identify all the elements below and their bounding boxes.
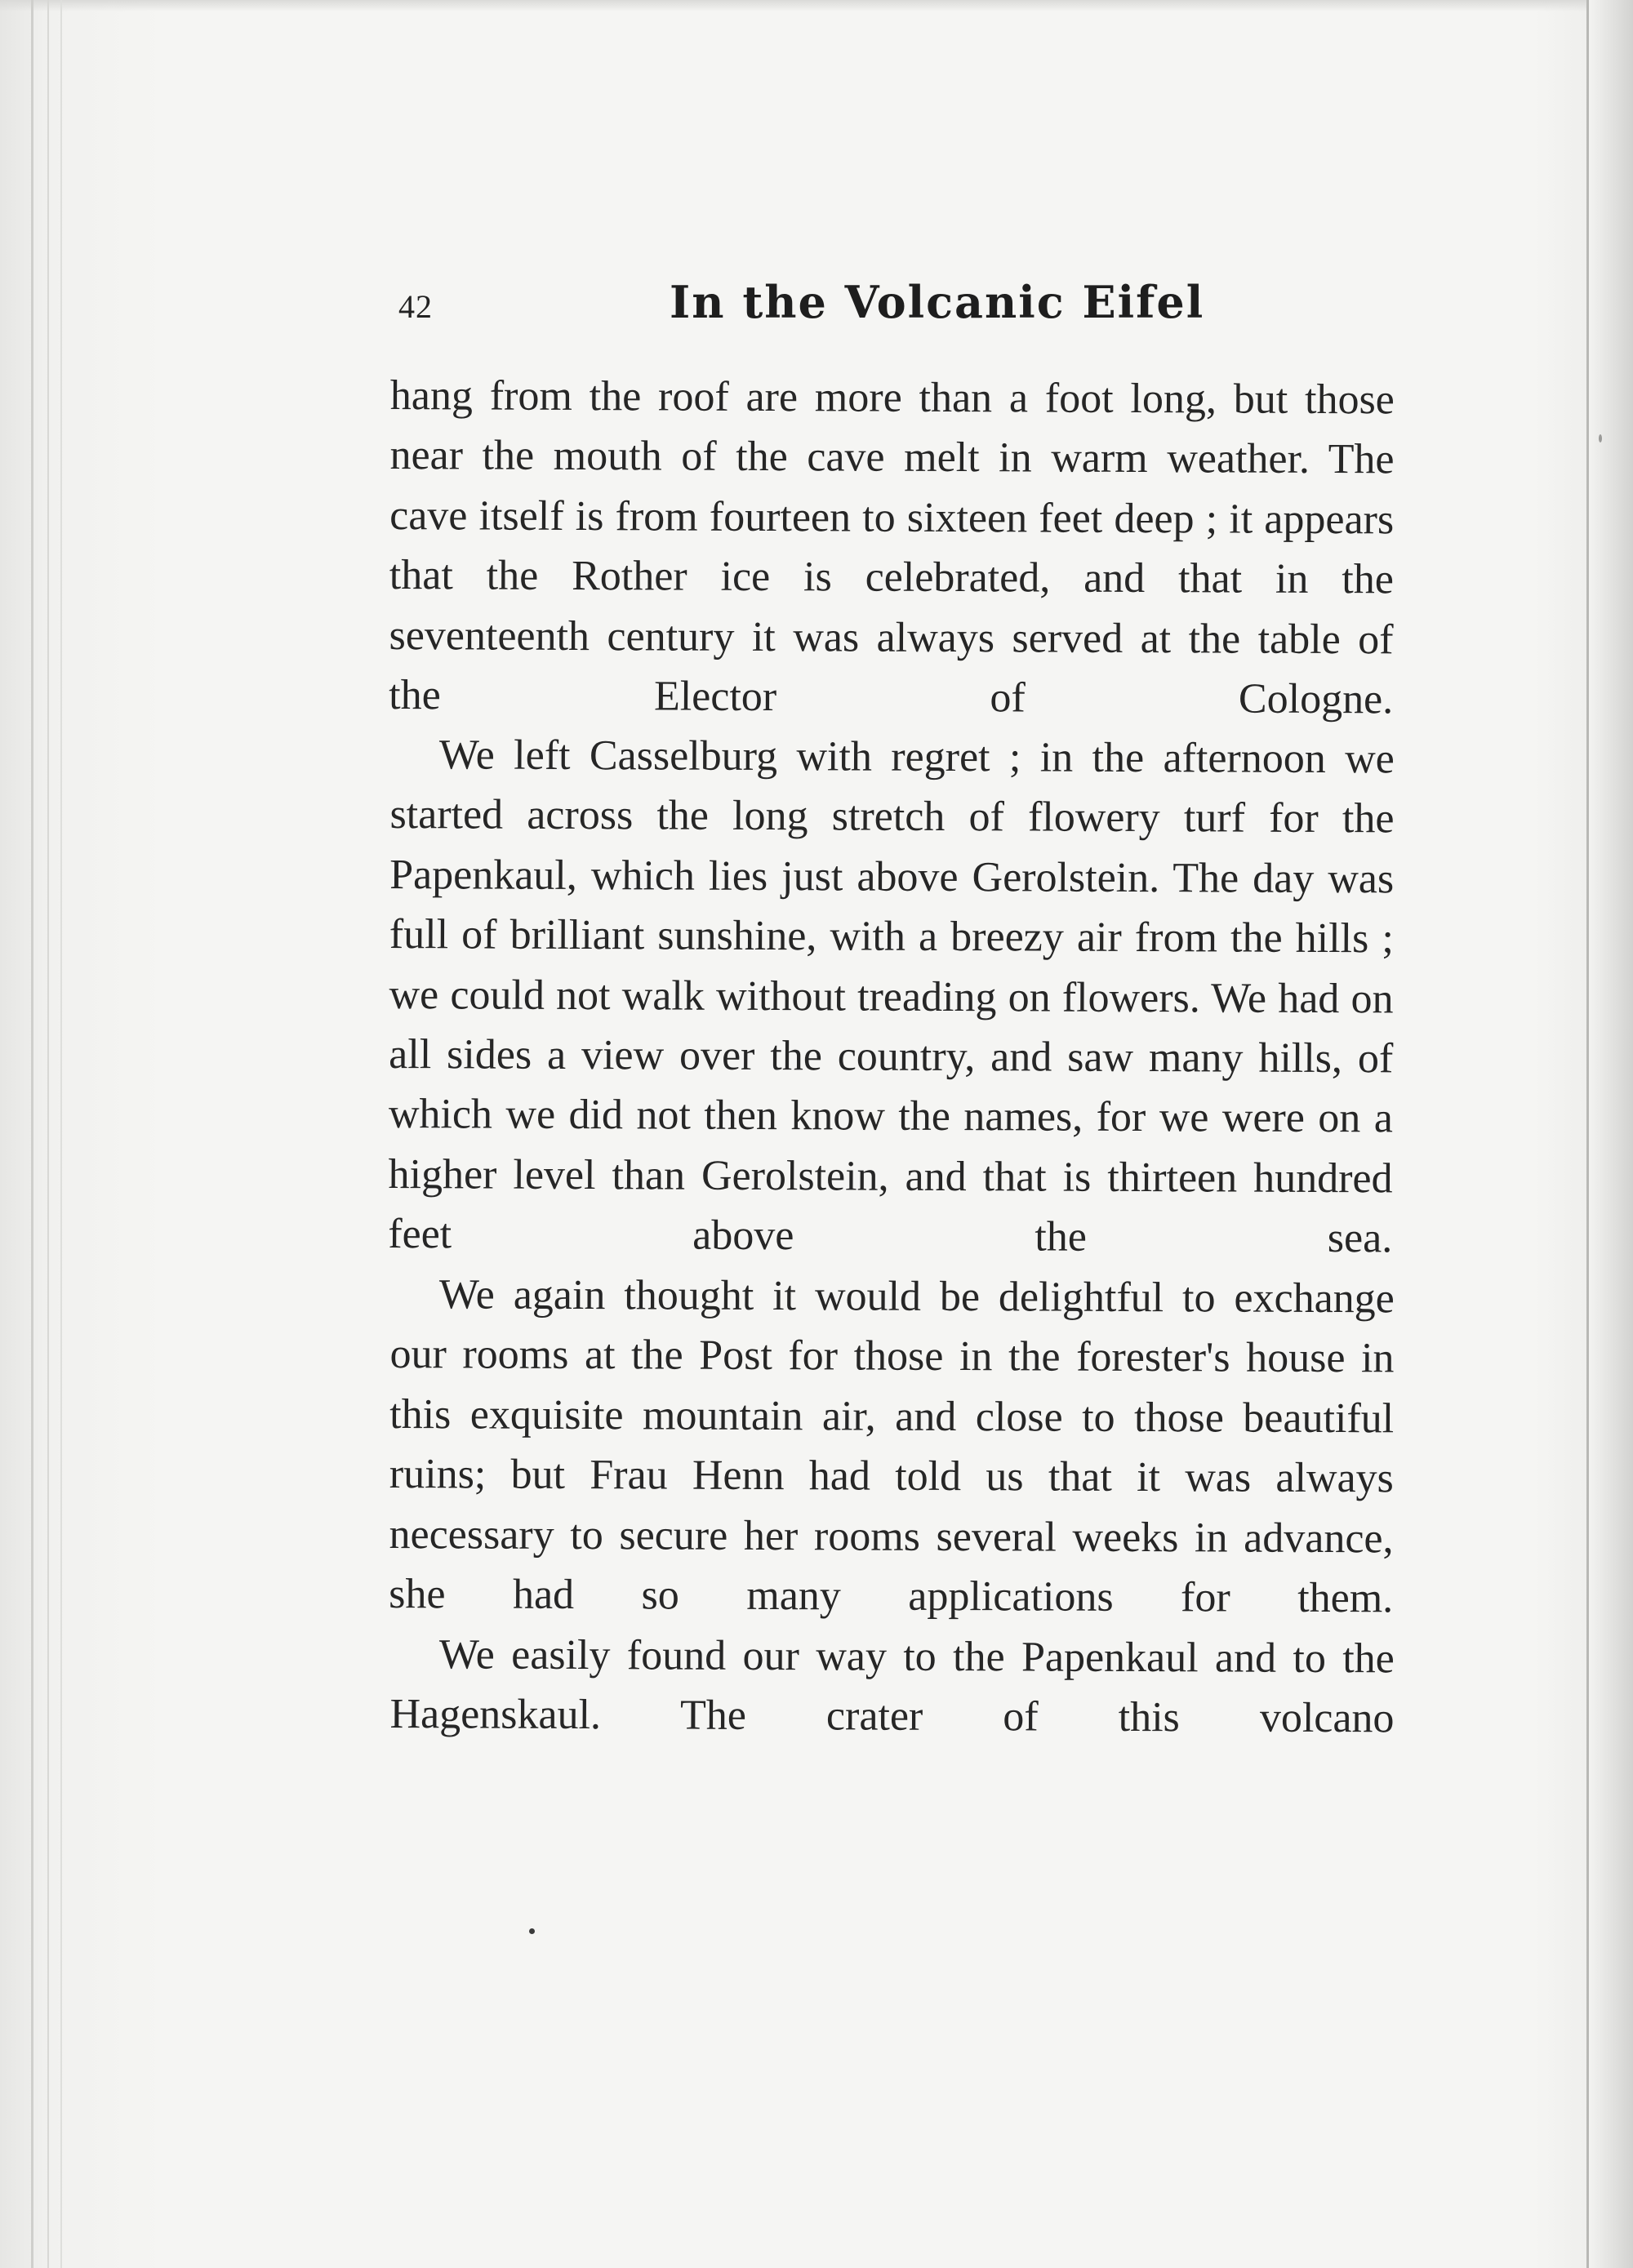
page-header (0, 276, 1633, 349)
ink-speck (529, 1928, 535, 1934)
paragraph: We again thought it would be delightful to exchange our rooms at the Post for those in the forester's house in this exquisite mountain air, and close to those beautiful ruins; but Frau Henn had told us that it was always necessary to secure her rooms several weeks in advance, she had so many applications for them. (389, 1271, 1395, 1622)
page-number: 42 (398, 288, 433, 325)
paragraph: We easily found our way to the Papenkaul and to the Hagenskaul. The crater of this volcano (389, 1630, 1395, 1742)
paragraph: hang from the roof are more than a foot long, but those near the mouth of the cave melt in warm weather. The cave itself is from fourteen to sixteen feet deep ; it appears that the Rother ice is celebrated, and that in the seventeenth century it was always served at the table of the Elector of Cologne. (389, 371, 1395, 723)
running-title: In the Volcanic Eifel (670, 276, 1205, 328)
top-edge-shadow (0, 0, 1633, 11)
body-text (390, 366, 1395, 1744)
ink-speck (1599, 434, 1602, 442)
paragraph: We left Casselburg with regret ; in the afternoon we started across the long stretch of flowery turf for the Papenkaul, which lies just above Gerolstein. The day was full of brilliant sunshine, with a breezy air from the hills ; we could not walk without treading on flowers. We had on all sides a view over the country, and saw many hills, of which we did not then know the names, for we were on a higher level than Gerolstein, and that is thirteen hundred feet above the sea. (388, 732, 1395, 1263)
